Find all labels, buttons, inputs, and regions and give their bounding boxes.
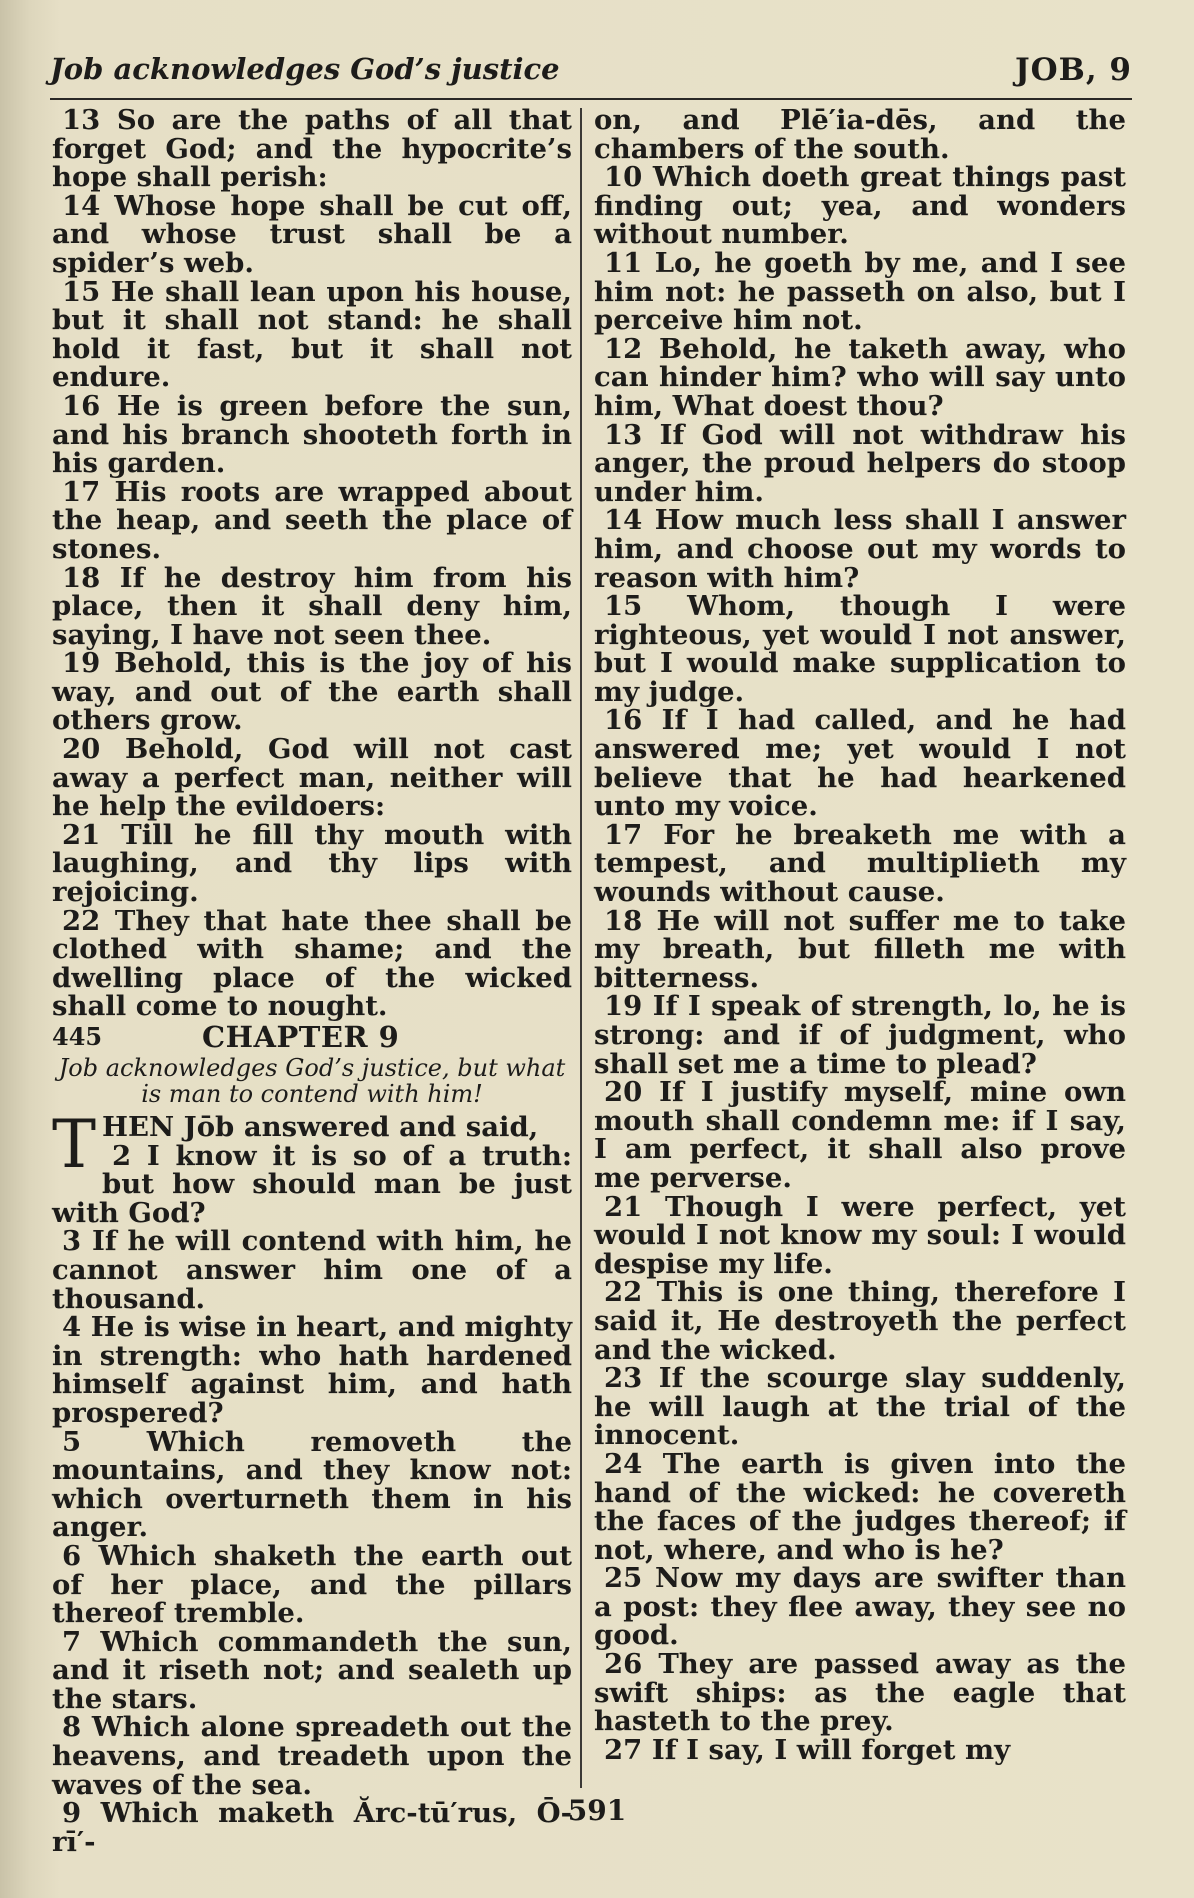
verse: 25 Now my days are swifter than a post: they flee away, they see no good.	[594, 1562, 1126, 1652]
verse: 9 Which maketh Ărc-tū′rus, Ō-rī′-	[52, 1797, 572, 1858]
verse: 20 Behold, God will not cast away a perfect man, neither will he help the evildoers:	[52, 733, 572, 823]
left-column	[52, 106, 572, 1856]
verse: 12 Behold, he taketh away, who can hinder him? who will say unto him, What doest thou?	[594, 332, 1126, 422]
verse: 22 They that hate thee shall be clothed with shame; and the dwelling place of the wicked shall come to nought.	[52, 904, 572, 1023]
chapter-opening	[52, 1106, 572, 1183]
chapter-reference-number: 445	[52, 1022, 103, 1051]
verse: 3 If he will contend with him, he cannot answer him one of a thousand.	[52, 1225, 572, 1315]
chapter-heading	[52, 1020, 572, 1054]
right-column	[594, 106, 1126, 1764]
verse: 5 Which removeth the mountains, and they know not: which overturneth them in his anger.	[52, 1425, 572, 1544]
verse: 15 Whom, though I were righteous, yet would I not answer, but I would make supplication to my judge.	[594, 590, 1126, 708]
verse-continuation: on, and Plē′ia-dēs, and the chambers of the south.	[594, 104, 1126, 165]
verse: 18 He will not suffer me to take my breath, but filleth me with bitterness.	[594, 904, 1126, 994]
drop-cap: T	[52, 1106, 97, 1183]
verse: 14 How much less shall I answer him, and choose out my words to reason with him?	[594, 504, 1126, 594]
verse: 8 Which alone spreadeth out the heavens, and treadeth upon the waves of the sea.	[52, 1711, 572, 1801]
verse: 17 For he breaketh me with a tempest, and multiplieth my wounds without cause.	[594, 818, 1126, 909]
verse: 19 Behold, this is the joy of his way, and out of the earth shall others grow.	[52, 647, 572, 737]
chapter-title: CHAPTER 9	[202, 1020, 400, 1054]
verse: 13 If God will not withdraw his anger, the proud helpers do stoop under him.	[594, 418, 1126, 508]
verse: 15 He shall lean upon his house, but it shall not stand: he shall hold it fast, but it shall not endure.	[52, 275, 572, 394]
verse: 13 So are the paths of all that forget God; and the hypocrite’s hope shall perish:	[52, 104, 572, 194]
column-divider	[580, 108, 582, 1788]
verse: 7 Which commandeth the sun, and it riseth not; and sealeth up the stars.	[52, 1625, 572, 1715]
verse: 26 They are passed away as the swift ships: as the eagle that hasteth to the prey.	[594, 1648, 1126, 1738]
verse: 6 Which shaketh the earth out of her place, and the pillars thereof tremble.	[52, 1539, 572, 1630]
verse: 24 The earth is given into the hand of the wicked: he covereth the faces of the judges thereof; if not, where, and who is he?	[594, 1447, 1126, 1566]
verse: 17 His roots are wrapped about the heap, and seeth the place of stones.	[52, 475, 572, 565]
verse: 16 He is green before the sun, and his branch shooteth forth in his garden.	[52, 389, 572, 480]
verse: 10 Which doeth great things past finding out; yea, and wonders without number.	[594, 161, 1126, 251]
chapter-summary: Job acknowledges God’s justice, but what is man to contend with him!	[58, 1054, 566, 1108]
verse: 2 I know it is so of a truth: but how should man be just with God?	[52, 1139, 572, 1229]
verse: 16 If I had called, and he had answered me; yet would I not believe that he had hearkened unto my voice.	[594, 704, 1126, 823]
running-header	[50, 48, 1132, 100]
verse: 14 Whose hope shall be cut off, and whose trust shall be a spider’s web.	[52, 189, 572, 279]
verse: 4 He is wise in heart, and mighty in strength: who hath hardened himself against him, and hath prospered?	[52, 1311, 572, 1429]
verse: 21 Though I were perfect, yet would I not know my soul: I would despise my life.	[594, 1190, 1126, 1280]
page-number: 591	[567, 1794, 627, 1827]
verse: 11 Lo, he goeth by me, and I see him not: he passeth on also, but I perceive him not.	[594, 246, 1126, 337]
verse: 22 This is one thing, therefore I said it, He destroyeth the perfect and the wicked.	[594, 1276, 1126, 1366]
verse: 18 If he destroy him from his place, then it shall deny him, saying, I have not seen thee.	[52, 561, 572, 651]
opening-verse-text: HEN Jōb answered and said,	[102, 1111, 539, 1143]
running-title: Job acknowledges God’s justice	[50, 52, 560, 86]
verse: 19 If I speak of strength, lo, he is strong: and if of judgment, who shall set me a time to plead?	[594, 990, 1126, 1080]
verse: 23 If the scourge slay suddenly, he will laugh at the trial of the innocent.	[594, 1362, 1126, 1452]
verse: 20 If I justify myself, mine own mouth shall condemn me: if I say, I am perfect, it shall also prove me perverse.	[594, 1076, 1126, 1194]
book-chapter-heading: JOB, 9	[1014, 52, 1132, 88]
verse: 27 If I say, I will forget my	[604, 1733, 1011, 1766]
verse: 21 Till he fill thy mouth with laughing, and thy lips with rejoicing.	[52, 818, 572, 909]
